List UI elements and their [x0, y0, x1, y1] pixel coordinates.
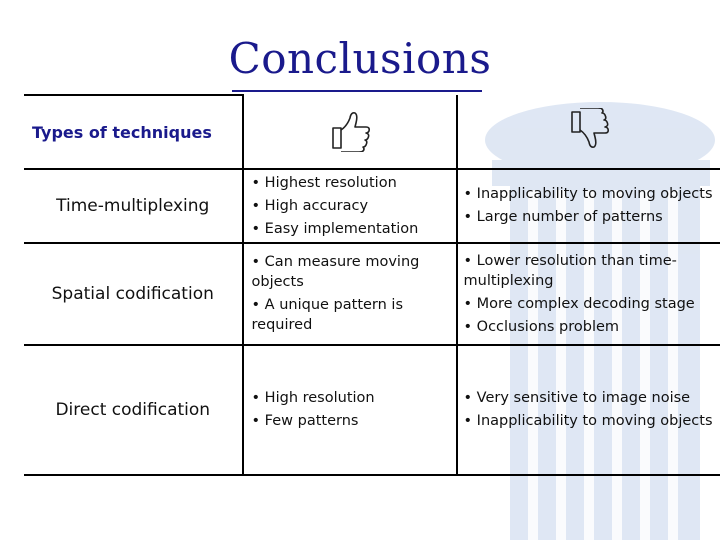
table-row [24, 169, 720, 243]
technique-name: Spatial codification [24, 243, 243, 345]
pros-cell [243, 169, 457, 243]
pros-cell [243, 243, 457, 345]
cons-item: • Large number of patterns [463, 209, 663, 225]
pros-item: • High accuracy [251, 197, 369, 214]
thumbs-up-icon [327, 108, 373, 152]
title-underline [232, 90, 482, 92]
cons-item: • Inapplicability to moving objects [463, 186, 713, 202]
header-cons-cell [457, 95, 720, 169]
cons-cell [457, 169, 720, 243]
cons-item: • Very sensitive to image noise [463, 390, 691, 406]
cons-item: • Occlusions problem [463, 318, 620, 335]
thumbs-down-icon [566, 108, 612, 152]
cons-item: • Lower resolution than time-multiplexing [463, 252, 677, 289]
pros-item: • Easy implementation [251, 220, 419, 237]
pros-item: • Highest resolution [251, 174, 397, 191]
header-pros-cell [243, 95, 457, 169]
table-row [24, 243, 720, 345]
technique-name: Time-multiplexing [24, 169, 243, 243]
pros-cell [243, 345, 457, 475]
table-header-row [24, 95, 720, 169]
table-row [24, 345, 720, 475]
comparison-table [24, 94, 720, 476]
cons-item: • More complex decoding stage [463, 295, 695, 312]
technique-name: Direct codification [24, 345, 243, 475]
cons-item: • Inapplicability to moving objects [463, 413, 713, 429]
cons-cell [457, 243, 720, 345]
pros-item: • A unique pattern is required [251, 297, 404, 333]
header-techniques-label: Types of techniques [24, 95, 243, 169]
pros-item: • Few patterns [251, 413, 359, 429]
cons-cell [457, 345, 720, 475]
pros-item: • High resolution [251, 390, 375, 406]
slide-title: Conclusions [228, 34, 492, 83]
pros-item: • Can measure moving objects [251, 254, 420, 290]
